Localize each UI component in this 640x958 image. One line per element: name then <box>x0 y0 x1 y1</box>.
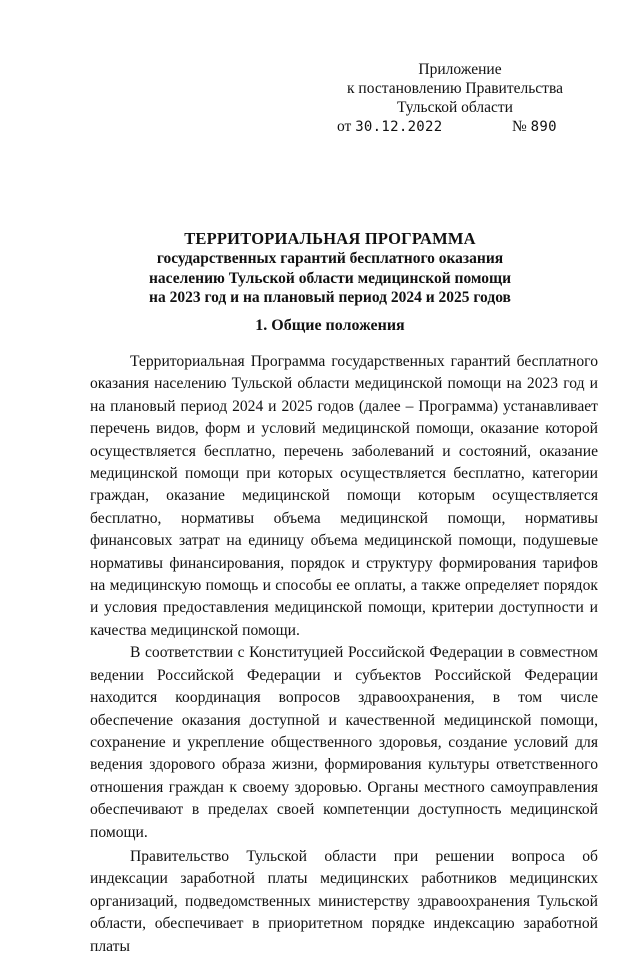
resolution-date: 30.12.2022 <box>355 119 443 135</box>
paragraph: В соответствии с Конституцией Российской Федерации в совместном ведении Российской Федерации и субъектов Российской Федерации находится координация вопросов здравоохранения, в том числе обеспечение оказания доступной и качественной медицинской помощи, сохранение и укрепление общественного здоровья, создание условий для ведения здорового образа жизни, формирования культуры ответственного отношения граждан к своему здоровью. Органы местного самоуправления обеспечивают в пределах своей компетенции доступность медицинской помощи. <box>90 644 598 841</box>
title-subtitle-line-1: государственных гарантий бесплатного оказания <box>156 250 504 267</box>
approval-line-region: Тульской области <box>397 99 513 116</box>
resolution-number-group <box>512 118 557 136</box>
paragraph: Территориальная Программа государственных гарантий бесплатного оказания населению Тульской области медицинской помощи на 2023 год и на плановый период 2024 и 2025 годов (далее – Программа) устанавливает перечень видов, форм и условий медицинской помощи, оказание которой осуществляется бесплатно, перечень заболеваний и состояний, оказание медицинской помощи при которых осуществляется бесплатно, категории граждан, оказание медицинской помощи которым осуществляется бесплатно, нормативы объема медицинской помощи, нормативы финансовых затрат на единицу объема медицинской помощи, подушевые нормативы финансирования, порядок и структуру формирования тарифов на медицинскую помощь и способы ее оплаты, а также определяет порядок и условия предоставления медицинской помощи, критерии доступности и качества медицинской помощи. <box>90 353 598 639</box>
resolution-date-number <box>337 118 567 136</box>
resolution-number: 890 <box>530 119 557 135</box>
paragraph: Правительство Тульской области при решении вопроса об индексации заработной платы медицинских работников медицинских организаций, подведомственных министерству здравоохранения Тульской области, обеспечивает в приоритетном порядке индексацию заработной платы <box>90 847 598 955</box>
title-subtitle-line-2: населению Тульской области медицинской помощи <box>148 269 512 287</box>
body-text <box>90 351 598 958</box>
section-heading: 1. Общие положения <box>255 317 405 334</box>
approval-line-appendix: Приложение <box>418 61 502 78</box>
approval-line-resolution: к постановлению Правительства <box>347 80 563 97</box>
number-prefix: № <box>512 118 531 135</box>
date-prefix: от <box>337 118 356 135</box>
document-title <box>60 229 600 308</box>
title-subtitle-line-3: на 2023 год и на плановый период 2024 и 2025 годов <box>149 289 511 306</box>
approval-block <box>330 60 580 117</box>
title-main: ТЕРРИТОРИАЛЬНАЯ ПРОГРАММА <box>184 229 476 248</box>
